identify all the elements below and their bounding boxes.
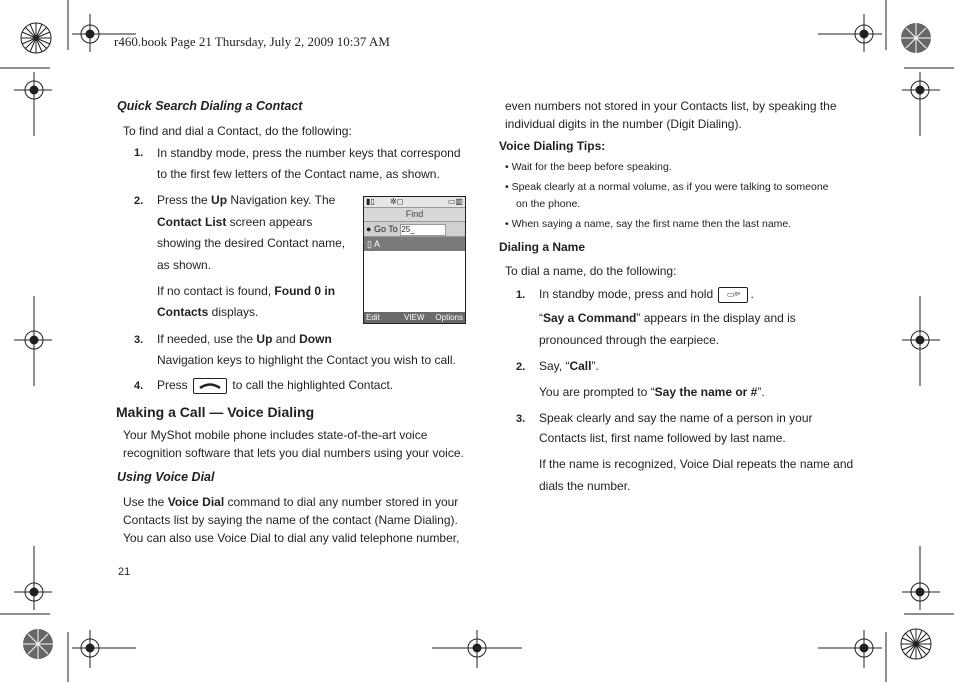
search-icon: ●	[366, 224, 372, 234]
dial-step1-line2: “Say a Command” appears in the display and is	[539, 311, 796, 325]
contact-icon: ▯	[367, 239, 372, 249]
dial-step2-line2: You are prompted to “Say the name or #”.	[539, 385, 765, 399]
tip-3: • When saying a name, say the first name then the last name.	[505, 218, 792, 230]
continued-line2: individual digits in the number (Digit Dialing).	[505, 117, 742, 131]
goto-row: ● Go To 25_	[364, 221, 465, 237]
using-line2: Contacts list by saying the name of the contact (Name Dialing).	[123, 513, 458, 527]
step3-line2: Navigation keys to highlight the Contact you wish to call.	[157, 353, 456, 367]
continued-line1: even numbers not stored in your Contacts list, by speaking the	[505, 99, 837, 113]
softkey-bar	[364, 312, 465, 323]
screen-title: Find	[364, 208, 465, 221]
voice-key-icon: ▭ᵡᵉ	[718, 287, 748, 303]
dial-step1-line: In standby mode, press and hold ▭ᵡᵉ .	[539, 287, 754, 301]
battery-icon: ▭▥	[447, 197, 463, 206]
step2-line4: as shown.	[157, 258, 212, 272]
softkey-right: Options	[435, 313, 463, 322]
dial-step3-line1: Speak clearly and say the name of a person in your	[539, 411, 813, 425]
step3-line1: If needed, use the Up and Down	[157, 332, 332, 346]
using-line1: Use the Voice Dial command to dial any number stored in your	[123, 495, 459, 509]
result-row: ▯ A	[364, 237, 465, 251]
dial-step3-line4: dials the number.	[539, 479, 631, 493]
section-title-using-voice-dial: Using Voice Dial	[117, 470, 215, 484]
step2-line2: Contact List screen appears	[157, 215, 313, 229]
status-bar	[364, 197, 465, 208]
tip-1: • Wait for the beep before speaking.	[505, 161, 672, 173]
step-number: 2.	[134, 195, 144, 207]
step2-not-found-line2: Contacts displays.	[157, 305, 259, 319]
softkey-left: Edit	[366, 313, 380, 322]
voice-line2: recognition software that lets you dial numbers using your voice.	[123, 446, 464, 460]
dial-step1-line3: pronounced through the earpiece.	[539, 333, 720, 347]
step2-line1: Press the Up Navigation key. The	[157, 193, 336, 207]
step-number: 1.	[134, 147, 144, 159]
tip-2-line2: on the phone.	[516, 198, 581, 210]
page-number: 21	[118, 566, 131, 578]
page-header: r460.book Page 21 Thursday, July 2, 2009 10:37 AM	[114, 34, 390, 49]
section-title-quick-search: Quick Search Dialing a Contact	[117, 99, 303, 113]
signal-icon: ▮▯	[366, 197, 375, 206]
step1-line2: to the first few letters of the Contact name, as shown.	[157, 167, 440, 181]
phone-screen-illustration	[363, 196, 466, 324]
goto-input: 25_	[400, 224, 446, 236]
dialing-intro: To dial a name, do the following:	[505, 264, 677, 278]
section-title-tips: Voice Dialing Tips:	[499, 139, 606, 153]
step-number: 3.	[516, 413, 526, 425]
section-title-dialing-name: Dialing a Name	[499, 240, 586, 254]
settings-icon: ✲◻	[390, 197, 404, 206]
softkey-center: VIEW	[404, 313, 425, 322]
section-title-voice-dialing: Making a Call — Voice Dialing	[116, 404, 315, 420]
step2-not-found-line1: If no contact is found, Found 0 in	[157, 284, 336, 298]
voice-line1: Your MyShot mobile phone includes state-of-the-art voice	[123, 428, 428, 442]
step-number: 4.	[134, 380, 144, 392]
step2-line3: showing the desired Contact name,	[157, 236, 346, 250]
dial-step2-line: Say, “Call”.	[539, 359, 599, 373]
dial-step3-line3: If the name is recognized, Voice Dial repeats the name and	[539, 457, 854, 471]
step-number: 2.	[516, 361, 526, 373]
step4-line: Press to call the highlighted Contact.	[157, 378, 394, 392]
step-number: 3.	[134, 334, 144, 346]
step1-line1: In standby mode, press the number keys that correspond	[157, 146, 461, 160]
tip-2-line1: • Speak clearly at a normal volume, as if you were talking to someone	[505, 181, 829, 193]
dial-step3-line2: Contacts list, first name followed by last name.	[539, 431, 786, 445]
step-number: 1.	[516, 289, 526, 301]
send-key-icon	[193, 378, 227, 394]
quick-search-intro: To find and dial a Contact, do the following:	[123, 124, 352, 138]
using-line3: You can also use Voice Dial to dial any valid telephone number,	[123, 531, 460, 545]
